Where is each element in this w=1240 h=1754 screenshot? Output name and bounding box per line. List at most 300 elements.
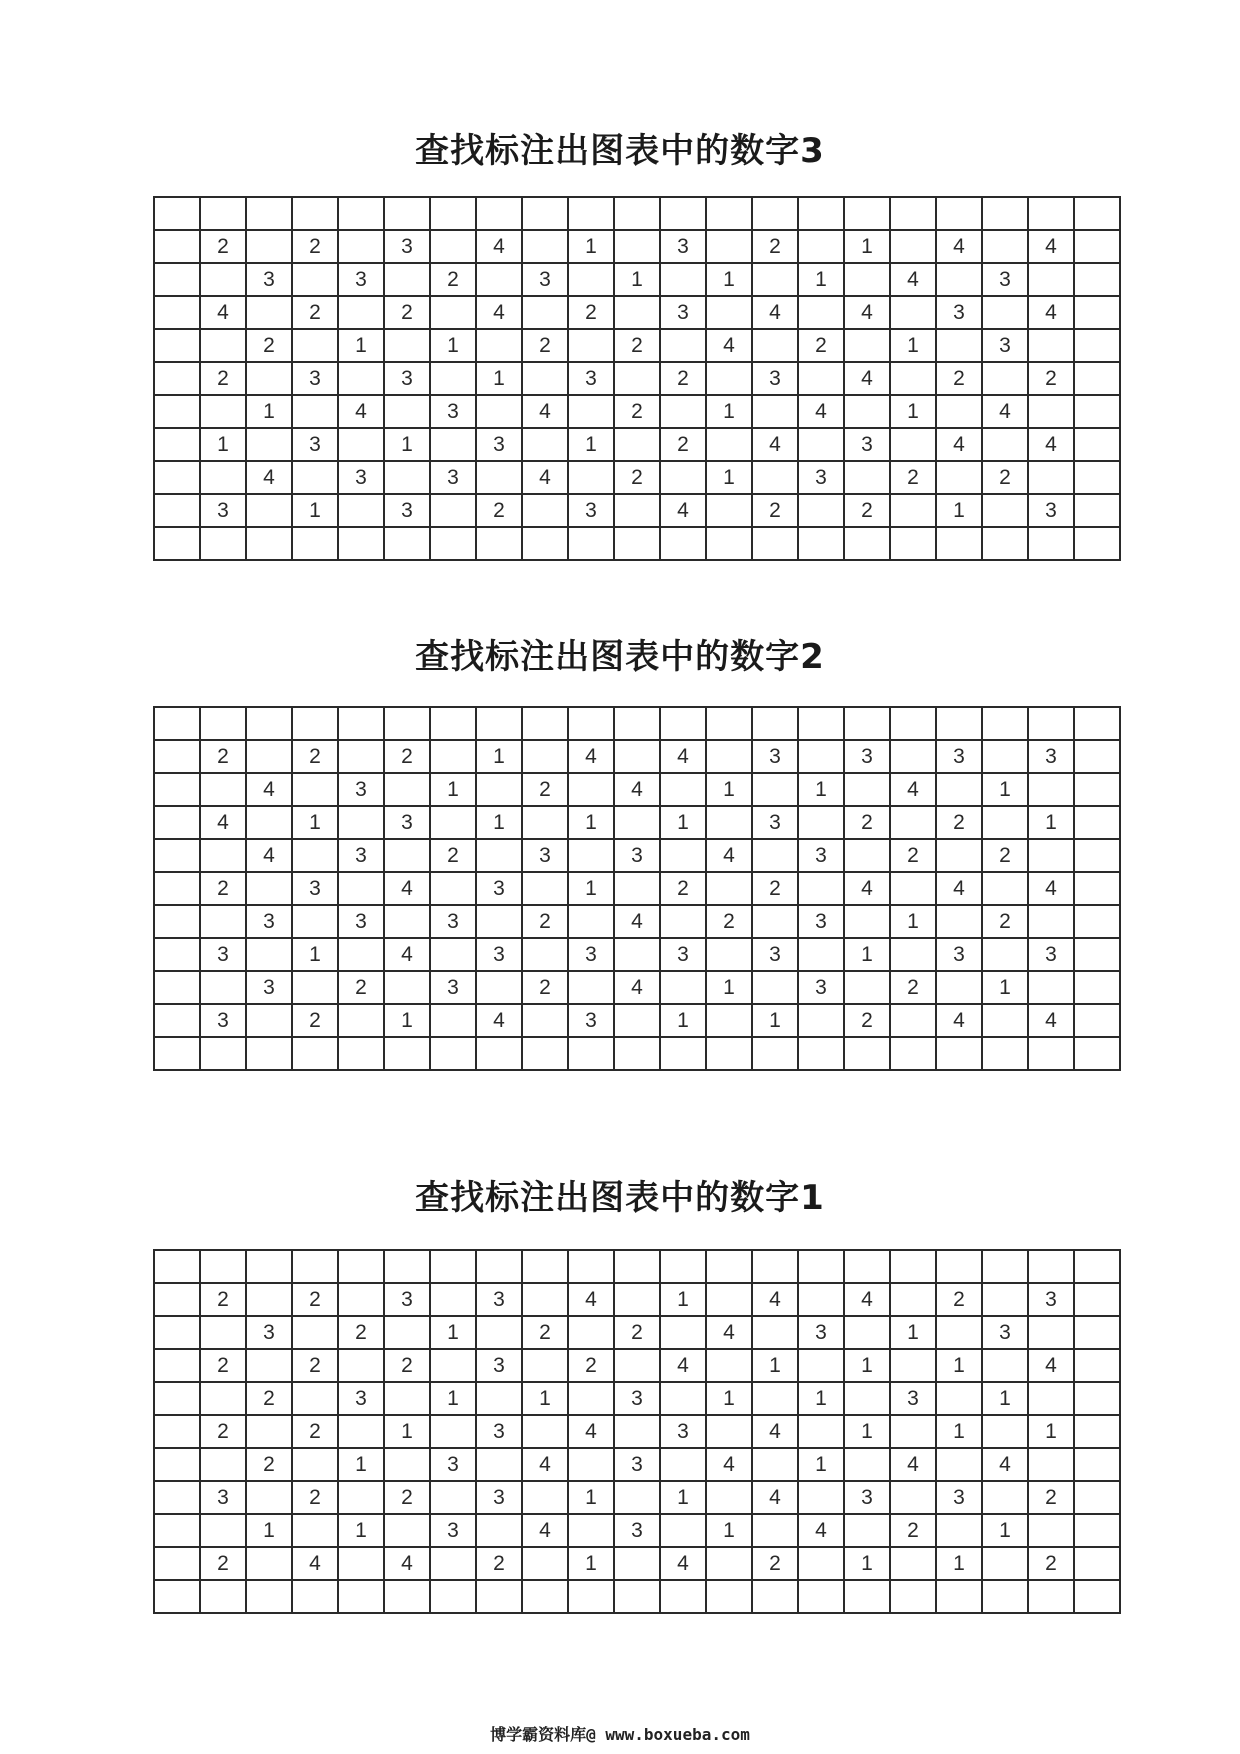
grid-cell[interactable] [338, 740, 384, 773]
grid-cell[interactable]: 4 [246, 773, 292, 806]
grid-cell[interactable] [936, 263, 982, 296]
grid-cell[interactable] [384, 1316, 430, 1349]
grid-cell[interactable] [982, 938, 1028, 971]
grid-cell[interactable] [154, 839, 200, 872]
grid-cell[interactable] [1074, 740, 1120, 773]
grid-cell[interactable] [200, 773, 246, 806]
grid-cell[interactable] [890, 230, 936, 263]
grid-cell[interactable] [936, 1250, 982, 1283]
grid-cell[interactable]: 3 [660, 1415, 706, 1448]
grid-cell[interactable] [890, 1349, 936, 1382]
grid-cell[interactable] [752, 395, 798, 428]
grid-cell[interactable] [476, 1382, 522, 1415]
grid-cell[interactable] [154, 1481, 200, 1514]
grid-cell[interactable] [154, 1004, 200, 1037]
grid-cell[interactable]: 3 [476, 872, 522, 905]
grid-cell[interactable] [246, 197, 292, 230]
grid-cell[interactable] [568, 329, 614, 362]
grid-cell[interactable] [890, 806, 936, 839]
grid-cell[interactable] [844, 839, 890, 872]
grid-cell[interactable] [982, 197, 1028, 230]
grid-cell[interactable] [522, 362, 568, 395]
grid-cell[interactable]: 2 [568, 296, 614, 329]
grid-cell[interactable] [200, 839, 246, 872]
grid-cell[interactable] [246, 230, 292, 263]
grid-cell[interactable]: 2 [936, 362, 982, 395]
grid-cell[interactable]: 4 [752, 1283, 798, 1316]
grid-cell[interactable]: 2 [614, 395, 660, 428]
grid-cell[interactable]: 1 [844, 1547, 890, 1580]
grid-cell[interactable]: 2 [246, 1448, 292, 1481]
grid-cell[interactable] [568, 707, 614, 740]
grid-cell[interactable] [660, 1448, 706, 1481]
grid-cell[interactable]: 1 [568, 806, 614, 839]
grid-cell[interactable] [1074, 1481, 1120, 1514]
grid-cell[interactable] [1074, 263, 1120, 296]
grid-cell[interactable] [982, 428, 1028, 461]
grid-cell[interactable] [338, 1250, 384, 1283]
grid-cell[interactable] [752, 1250, 798, 1283]
grid-cell[interactable] [706, 938, 752, 971]
grid-cell[interactable] [1028, 1448, 1074, 1481]
grid-cell[interactable] [430, 1547, 476, 1580]
grid-cell[interactable] [614, 1415, 660, 1448]
grid-cell[interactable] [246, 938, 292, 971]
grid-cell[interactable]: 4 [1028, 428, 1074, 461]
grid-cell[interactable] [154, 1316, 200, 1349]
grid-cell[interactable] [890, 1547, 936, 1580]
grid-cell[interactable] [430, 740, 476, 773]
grid-cell[interactable]: 3 [200, 494, 246, 527]
grid-cell[interactable]: 4 [936, 1004, 982, 1037]
grid-cell[interactable]: 2 [292, 1283, 338, 1316]
grid-cell[interactable]: 2 [430, 263, 476, 296]
grid-cell[interactable] [982, 707, 1028, 740]
grid-cell[interactable] [384, 329, 430, 362]
grid-cell[interactable] [982, 296, 1028, 329]
grid-cell[interactable]: 3 [1028, 938, 1074, 971]
grid-cell[interactable] [154, 1514, 200, 1547]
grid-cell[interactable]: 3 [476, 1415, 522, 1448]
grid-cell[interactable] [154, 395, 200, 428]
grid-cell[interactable] [1074, 395, 1120, 428]
grid-cell[interactable] [936, 1448, 982, 1481]
grid-cell[interactable] [982, 362, 1028, 395]
grid-cell[interactable] [982, 230, 1028, 263]
grid-cell[interactable] [844, 197, 890, 230]
grid-cell[interactable]: 4 [890, 263, 936, 296]
grid-cell[interactable]: 1 [706, 461, 752, 494]
grid-cell[interactable] [384, 1250, 430, 1283]
grid-cell[interactable] [522, 1580, 568, 1613]
grid-cell[interactable] [246, 1349, 292, 1382]
grid-cell[interactable]: 3 [936, 938, 982, 971]
grid-cell[interactable] [798, 296, 844, 329]
grid-cell[interactable] [752, 1448, 798, 1481]
grid-cell[interactable] [292, 1382, 338, 1415]
grid-cell[interactable] [476, 773, 522, 806]
grid-cell[interactable]: 4 [522, 1514, 568, 1547]
grid-cell[interactable] [660, 1250, 706, 1283]
grid-cell[interactable]: 4 [844, 296, 890, 329]
grid-cell[interactable]: 3 [752, 740, 798, 773]
grid-cell[interactable]: 1 [982, 1382, 1028, 1415]
grid-cell[interactable]: 3 [1028, 740, 1074, 773]
grid-cell[interactable]: 1 [706, 395, 752, 428]
grid-cell[interactable]: 4 [200, 806, 246, 839]
grid-cell[interactable]: 2 [522, 773, 568, 806]
grid-cell[interactable] [246, 872, 292, 905]
grid-cell[interactable] [154, 230, 200, 263]
grid-cell[interactable] [936, 905, 982, 938]
grid-cell[interactable] [706, 872, 752, 905]
grid-cell[interactable] [890, 707, 936, 740]
grid-cell[interactable]: 4 [936, 230, 982, 263]
grid-cell[interactable] [338, 938, 384, 971]
grid-cell[interactable] [246, 428, 292, 461]
grid-cell[interactable]: 3 [982, 329, 1028, 362]
grid-cell[interactable] [752, 839, 798, 872]
grid-cell[interactable]: 1 [430, 1382, 476, 1415]
grid-cell[interactable] [338, 197, 384, 230]
grid-cell[interactable] [1028, 197, 1074, 230]
grid-cell[interactable] [660, 1514, 706, 1547]
grid-cell[interactable] [752, 971, 798, 1004]
grid-cell[interactable] [338, 527, 384, 560]
grid-cell[interactable] [154, 1382, 200, 1415]
grid-cell[interactable]: 1 [890, 329, 936, 362]
grid-cell[interactable] [154, 740, 200, 773]
grid-cell[interactable]: 1 [476, 806, 522, 839]
grid-cell[interactable] [798, 1415, 844, 1448]
grid-cell[interactable]: 4 [476, 296, 522, 329]
grid-cell[interactable] [1074, 806, 1120, 839]
grid-cell[interactable]: 2 [292, 1415, 338, 1448]
grid-cell[interactable] [1028, 773, 1074, 806]
grid-cell[interactable] [660, 1580, 706, 1613]
grid-cell[interactable] [338, 494, 384, 527]
grid-cell[interactable]: 2 [982, 905, 1028, 938]
grid-cell[interactable]: 4 [982, 1448, 1028, 1481]
grid-cell[interactable] [154, 1580, 200, 1613]
grid-cell[interactable] [292, 839, 338, 872]
grid-cell[interactable]: 1 [798, 263, 844, 296]
grid-cell[interactable] [200, 527, 246, 560]
grid-cell[interactable] [936, 773, 982, 806]
grid-cell[interactable]: 2 [890, 461, 936, 494]
grid-cell[interactable] [338, 872, 384, 905]
grid-cell[interactable] [522, 872, 568, 905]
grid-cell[interactable] [568, 971, 614, 1004]
grid-cell[interactable] [522, 1547, 568, 1580]
grid-cell[interactable] [522, 1004, 568, 1037]
grid-cell[interactable]: 4 [890, 773, 936, 806]
grid-cell[interactable] [752, 1514, 798, 1547]
grid-cell[interactable] [246, 527, 292, 560]
grid-cell[interactable] [522, 428, 568, 461]
grid-cell[interactable] [936, 707, 982, 740]
grid-cell[interactable] [890, 938, 936, 971]
grid-cell[interactable]: 4 [1028, 872, 1074, 905]
grid-cell[interactable] [936, 1580, 982, 1613]
grid-cell[interactable]: 1 [706, 263, 752, 296]
grid-cell[interactable]: 1 [982, 773, 1028, 806]
grid-cell[interactable] [798, 707, 844, 740]
grid-cell[interactable] [890, 1481, 936, 1514]
grid-cell[interactable] [614, 707, 660, 740]
grid-cell[interactable] [752, 905, 798, 938]
grid-cell[interactable]: 4 [614, 773, 660, 806]
grid-cell[interactable] [200, 461, 246, 494]
grid-cell[interactable] [1074, 329, 1120, 362]
grid-cell[interactable]: 1 [890, 1316, 936, 1349]
grid-cell[interactable] [844, 1514, 890, 1547]
grid-cell[interactable] [890, 740, 936, 773]
grid-cell[interactable] [292, 905, 338, 938]
grid-cell[interactable]: 3 [338, 905, 384, 938]
grid-cell[interactable] [844, 395, 890, 428]
grid-cell[interactable] [154, 494, 200, 527]
grid-cell[interactable] [384, 197, 430, 230]
grid-cell[interactable] [890, 197, 936, 230]
grid-cell[interactable] [476, 905, 522, 938]
grid-cell[interactable]: 3 [430, 905, 476, 938]
grid-cell[interactable]: 1 [798, 773, 844, 806]
grid-cell[interactable]: 2 [292, 230, 338, 263]
grid-cell[interactable] [1074, 230, 1120, 263]
grid-cell[interactable]: 1 [568, 1481, 614, 1514]
grid-cell[interactable] [430, 1481, 476, 1514]
grid-cell[interactable]: 4 [798, 395, 844, 428]
grid-cell[interactable]: 3 [476, 1481, 522, 1514]
grid-cell[interactable]: 2 [844, 806, 890, 839]
grid-cell[interactable] [522, 1283, 568, 1316]
grid-cell[interactable] [292, 1514, 338, 1547]
grid-cell[interactable]: 4 [798, 1514, 844, 1547]
grid-cell[interactable] [200, 1037, 246, 1070]
grid-cell[interactable]: 4 [936, 428, 982, 461]
grid-cell[interactable]: 3 [200, 1481, 246, 1514]
grid-cell[interactable]: 3 [798, 1316, 844, 1349]
grid-cell[interactable] [982, 494, 1028, 527]
grid-cell[interactable] [384, 527, 430, 560]
grid-cell[interactable]: 3 [522, 839, 568, 872]
grid-cell[interactable]: 2 [752, 872, 798, 905]
grid-cell[interactable]: 3 [982, 263, 1028, 296]
grid-cell[interactable] [430, 1580, 476, 1613]
grid-cell[interactable] [890, 1580, 936, 1613]
grid-cell[interactable] [430, 1004, 476, 1037]
grid-cell[interactable]: 3 [752, 938, 798, 971]
grid-cell[interactable] [154, 527, 200, 560]
grid-cell[interactable] [568, 1448, 614, 1481]
grid-cell[interactable] [982, 1250, 1028, 1283]
grid-cell[interactable] [660, 773, 706, 806]
grid-cell[interactable]: 1 [706, 773, 752, 806]
grid-cell[interactable] [154, 872, 200, 905]
grid-cell[interactable]: 1 [614, 263, 660, 296]
grid-cell[interactable] [706, 296, 752, 329]
grid-cell[interactable] [982, 1283, 1028, 1316]
grid-cell[interactable] [706, 494, 752, 527]
grid-cell[interactable]: 3 [384, 494, 430, 527]
grid-cell[interactable] [660, 839, 706, 872]
grid-cell[interactable] [522, 938, 568, 971]
grid-cell[interactable]: 2 [752, 494, 798, 527]
grid-cell[interactable] [706, 1250, 752, 1283]
grid-cell[interactable]: 2 [936, 1283, 982, 1316]
grid-cell[interactable] [660, 395, 706, 428]
grid-cell[interactable] [338, 707, 384, 740]
grid-cell[interactable] [936, 395, 982, 428]
grid-cell[interactable] [890, 1283, 936, 1316]
grid-cell[interactable]: 4 [752, 428, 798, 461]
grid-cell[interactable] [522, 707, 568, 740]
grid-cell[interactable]: 1 [568, 428, 614, 461]
grid-cell[interactable] [1028, 707, 1074, 740]
grid-cell[interactable]: 2 [568, 1349, 614, 1382]
grid-cell[interactable] [1074, 1349, 1120, 1382]
grid-cell[interactable] [890, 494, 936, 527]
grid-cell[interactable] [292, 773, 338, 806]
grid-cell[interactable]: 1 [338, 1514, 384, 1547]
grid-cell[interactable] [890, 296, 936, 329]
grid-cell[interactable] [844, 707, 890, 740]
grid-cell[interactable] [706, 197, 752, 230]
grid-cell[interactable]: 3 [660, 938, 706, 971]
grid-cell[interactable] [1074, 428, 1120, 461]
grid-cell[interactable]: 4 [1028, 1349, 1074, 1382]
grid-cell[interactable]: 1 [752, 1349, 798, 1382]
grid-cell[interactable]: 1 [660, 806, 706, 839]
grid-cell[interactable] [154, 461, 200, 494]
grid-cell[interactable] [1074, 362, 1120, 395]
grid-cell[interactable] [982, 1415, 1028, 1448]
grid-cell[interactable]: 1 [200, 428, 246, 461]
grid-cell[interactable] [292, 1037, 338, 1070]
grid-cell[interactable]: 3 [200, 1004, 246, 1037]
grid-cell[interactable]: 4 [706, 329, 752, 362]
grid-cell[interactable] [706, 1004, 752, 1037]
grid-cell[interactable] [1028, 1037, 1074, 1070]
grid-cell[interactable] [154, 1415, 200, 1448]
grid-cell[interactable] [660, 461, 706, 494]
grid-cell[interactable] [246, 362, 292, 395]
grid-cell[interactable] [890, 1415, 936, 1448]
grid-cell[interactable] [844, 329, 890, 362]
grid-cell[interactable] [200, 395, 246, 428]
grid-cell[interactable]: 1 [936, 1349, 982, 1382]
grid-cell[interactable]: 1 [706, 971, 752, 1004]
grid-cell[interactable] [844, 971, 890, 1004]
grid-cell[interactable] [292, 329, 338, 362]
grid-cell[interactable]: 3 [246, 1316, 292, 1349]
grid-cell[interactable] [476, 707, 522, 740]
grid-cell[interactable]: 3 [614, 1382, 660, 1415]
grid-cell[interactable] [982, 1481, 1028, 1514]
grid-cell[interactable] [798, 1283, 844, 1316]
grid-cell[interactable] [706, 740, 752, 773]
grid-cell[interactable]: 2 [292, 1349, 338, 1382]
grid-cell[interactable]: 3 [292, 362, 338, 395]
grid-cell[interactable] [798, 740, 844, 773]
grid-cell[interactable] [752, 1580, 798, 1613]
grid-cell[interactable] [476, 1037, 522, 1070]
grid-cell[interactable] [798, 1037, 844, 1070]
grid-cell[interactable] [1028, 461, 1074, 494]
grid-cell[interactable]: 1 [522, 1382, 568, 1415]
grid-cell[interactable] [384, 461, 430, 494]
grid-cell[interactable] [706, 230, 752, 263]
grid-cell[interactable] [338, 1580, 384, 1613]
grid-cell[interactable]: 3 [430, 1448, 476, 1481]
grid-cell[interactable]: 3 [798, 461, 844, 494]
grid-cell[interactable] [568, 1382, 614, 1415]
grid-cell[interactable] [154, 296, 200, 329]
grid-cell[interactable] [246, 1415, 292, 1448]
grid-cell[interactable] [522, 1481, 568, 1514]
grid-cell[interactable]: 3 [936, 296, 982, 329]
grid-cell[interactable]: 2 [338, 971, 384, 1004]
grid-cell[interactable] [798, 1580, 844, 1613]
grid-cell[interactable] [522, 1037, 568, 1070]
grid-cell[interactable] [844, 1316, 890, 1349]
grid-cell[interactable]: 3 [568, 494, 614, 527]
grid-cell[interactable]: 1 [798, 1382, 844, 1415]
grid-cell[interactable]: 4 [1028, 296, 1074, 329]
grid-cell[interactable] [568, 1316, 614, 1349]
grid-cell[interactable] [614, 230, 660, 263]
grid-cell[interactable]: 3 [476, 1349, 522, 1382]
grid-cell[interactable] [706, 1547, 752, 1580]
grid-cell[interactable] [1074, 1547, 1120, 1580]
grid-cell[interactable]: 4 [614, 971, 660, 1004]
grid-cell[interactable] [384, 263, 430, 296]
grid-cell[interactable] [752, 1382, 798, 1415]
grid-cell[interactable] [1028, 329, 1074, 362]
grid-cell[interactable] [384, 707, 430, 740]
grid-cell[interactable]: 1 [844, 1415, 890, 1448]
grid-cell[interactable] [844, 1448, 890, 1481]
grid-cell[interactable] [1074, 1004, 1120, 1037]
grid-cell[interactable] [154, 707, 200, 740]
grid-cell[interactable] [338, 1283, 384, 1316]
grid-cell[interactable]: 1 [430, 329, 476, 362]
grid-cell[interactable]: 2 [200, 1415, 246, 1448]
grid-cell[interactable] [1028, 263, 1074, 296]
grid-cell[interactable]: 3 [338, 773, 384, 806]
grid-cell[interactable]: 1 [384, 428, 430, 461]
grid-cell[interactable] [1074, 938, 1120, 971]
grid-cell[interactable] [246, 494, 292, 527]
grid-cell[interactable] [1028, 1580, 1074, 1613]
grid-cell[interactable] [752, 329, 798, 362]
grid-cell[interactable] [1074, 1250, 1120, 1283]
grid-cell[interactable] [1028, 839, 1074, 872]
grid-cell[interactable] [476, 395, 522, 428]
grid-cell[interactable]: 3 [430, 971, 476, 1004]
grid-cell[interactable] [522, 494, 568, 527]
grid-cell[interactable] [154, 1547, 200, 1580]
grid-cell[interactable]: 3 [476, 1283, 522, 1316]
grid-cell[interactable]: 4 [660, 740, 706, 773]
grid-cell[interactable]: 1 [660, 1481, 706, 1514]
grid-cell[interactable] [338, 230, 384, 263]
grid-cell[interactable]: 1 [936, 494, 982, 527]
grid-cell[interactable] [1028, 395, 1074, 428]
grid-cell[interactable] [200, 1250, 246, 1283]
grid-cell[interactable] [1028, 1316, 1074, 1349]
